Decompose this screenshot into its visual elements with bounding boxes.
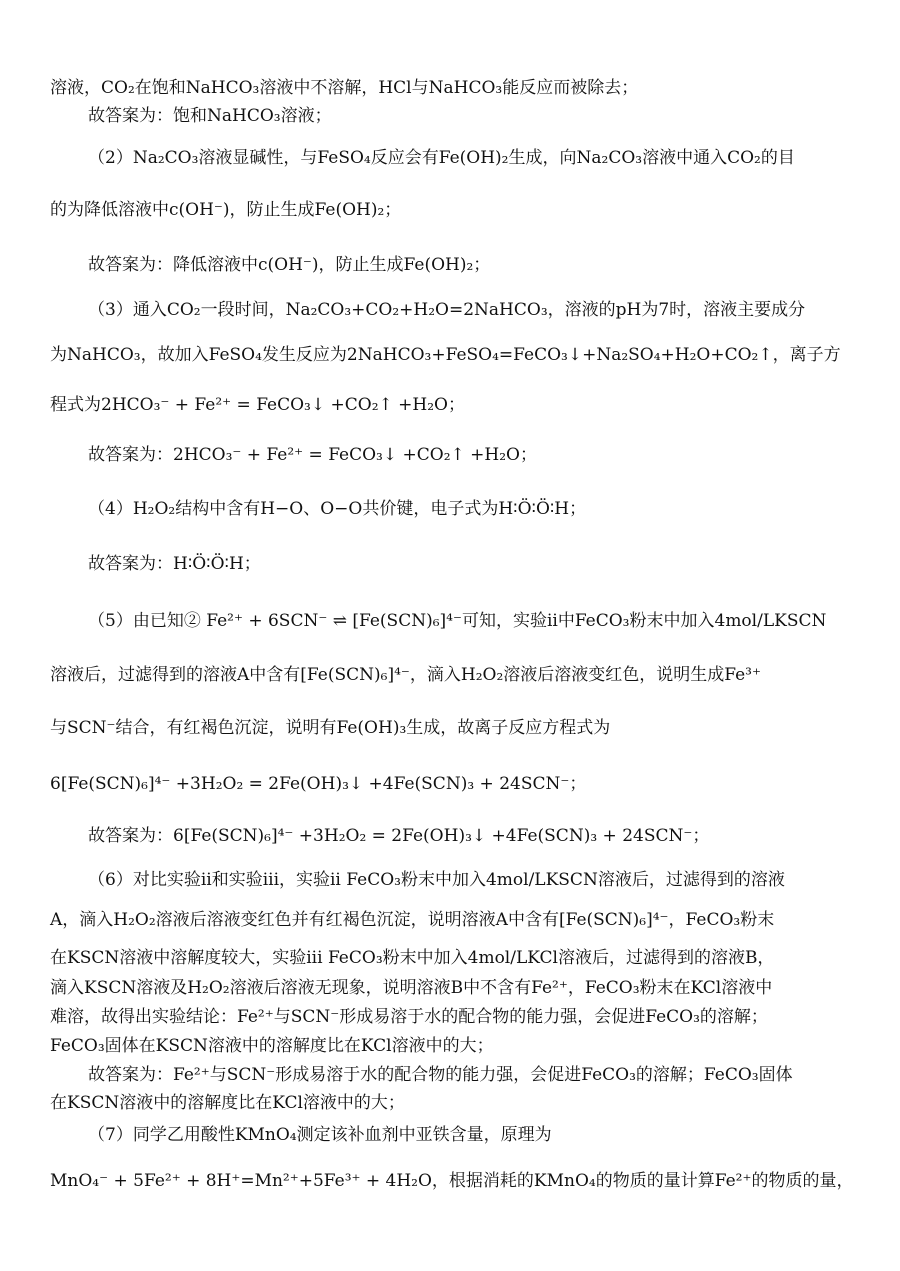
text-line bbox=[0, 546, 900, 582]
line-text: 程式为2HCO₃⁻ + Fe²⁺ = FeCO₃↓ +CO₂↑ +H₂O； bbox=[50, 395, 465, 415]
text-line bbox=[0, 292, 900, 328]
text-line bbox=[0, 710, 900, 746]
text-line bbox=[0, 192, 900, 228]
line-text: 的为降低溶液中c(OH⁻)，防止生成Fe(OH)₂； bbox=[50, 200, 402, 220]
line-text: 故答案为：Fe²⁺与SCN⁻形成易溶于水的配合物的能力强，会促进FeCO₃的溶解；FeCO₃固体 bbox=[88, 1065, 793, 1085]
line-text: MnO₄⁻ + 5Fe²⁺ + 8H⁺=Mn²⁺+5Fe³⁺ + 4H₂O，根据消耗的KMnO₄的物质的量计算Fe²⁺的物质的量， bbox=[50, 1171, 854, 1191]
line-text: 故答案为：H∶Ö∶Ö∶H； bbox=[88, 554, 261, 574]
line-text: 6[Fe(SCN)₆]⁴⁻ +3H₂O₂ = 2Fe(OH)₃↓ +4Fe(SCN)₃ + 24SCN⁻； bbox=[50, 774, 587, 794]
text-line bbox=[0, 818, 900, 854]
line-text: 故答案为：2HCO₃⁻ + Fe²⁺ = FeCO₃↓ +CO₂↑ +H₂O； bbox=[88, 445, 537, 465]
line-text: 滴入KSCN溶液及H₂O₂溶液后溶液无现象，说明溶液B中不含有Fe²⁺，FeCO₃粉末在KCl溶液中 bbox=[50, 978, 773, 998]
text-line bbox=[0, 766, 900, 802]
text-line bbox=[0, 437, 900, 473]
text-line bbox=[0, 491, 900, 527]
text-line bbox=[0, 387, 900, 423]
text-line bbox=[0, 603, 900, 639]
line-text: （4）H₂O₂结构中含有H−O、O−O共价键，电子式为H∶Ö∶Ö∶H； bbox=[88, 499, 587, 519]
line-text: 故答案为：6[Fe(SCN)₆]⁴⁻ +3H₂O₂ = 2Fe(OH)₃↓ +4Fe(SCN)₃ + 24SCN⁻； bbox=[88, 826, 710, 846]
line-text: A，滴入H₂O₂溶液后溶液变红色并有红褐色沉淀，说明溶液A中含有[Fe(SCN)₆]⁴⁻，FeCO₃粉末 bbox=[50, 910, 775, 930]
line-text: 与SCN⁻结合，有红褐色沉淀，说明有Fe(OH)₃生成，故离子反应方程式为 bbox=[50, 718, 611, 738]
line-text: 为NaHCO₃，故加入FeSO₄发生反应为2NaHCO₃+FeSO₄=FeCO₃↓+Na₂SO₄+H₂O+CO₂↑，离子方 bbox=[50, 345, 841, 365]
line-text: 在KSCN溶液中的溶解度比在KCl溶液中的大； bbox=[50, 1093, 405, 1113]
text-line bbox=[0, 247, 900, 283]
text-line bbox=[0, 140, 900, 176]
line-text: （3）通入CO₂一段时间，Na₂CO₃+CO₂+H₂O=2NaHCO₃，溶液的pH为7时，溶液主要成分 bbox=[88, 300, 806, 320]
line-text: 溶液，CO₂在饱和NaHCO₃溶液中不溶解，HCl与NaHCO₃能反应而被除去； bbox=[50, 78, 639, 98]
line-text: 故答案为：降低溶液中c(OH⁻)，防止生成Fe(OH)₂； bbox=[88, 255, 491, 275]
line-text: 溶液后，过滤得到的溶液A中含有[Fe(SCN)₆]⁴⁻，滴入H₂O₂溶液后溶液变红色，说明生成Fe³⁺ bbox=[50, 665, 761, 685]
line-text: （7）同学乙用酸性KMnO₄测定该补血剂中亚铁含量，原理为 bbox=[88, 1125, 552, 1145]
line-text: 难溶，故得出实验结论：Fe²⁺与SCN⁻形成易溶于水的配合物的能力强，会促进FeCO₃的溶解； bbox=[50, 1007, 768, 1027]
line-text: 故答案为：饱和NaHCO₃溶液； bbox=[88, 106, 332, 126]
line-text: FeCO₃固体在KSCN溶液中的溶解度比在KCl溶液中的大； bbox=[50, 1036, 494, 1056]
line-text: 在KSCN溶液中溶解度较大，实验iii FeCO₃粉末中加入4mol/LKCl溶液后，过滤得到的溶液B， bbox=[50, 948, 775, 968]
text-line bbox=[0, 1117, 900, 1153]
text-line bbox=[0, 98, 900, 134]
line-text: （2）Na₂CO₃溶液显碱性，与FeSO₄反应会有Fe(OH)₂生成，向Na₂CO₃溶液中通入CO₂的目 bbox=[88, 148, 795, 168]
text-line bbox=[0, 337, 900, 373]
text-line bbox=[0, 902, 900, 938]
text-line bbox=[0, 862, 900, 898]
text-line bbox=[0, 657, 900, 693]
line-text: （5）由已知② Fe²⁺ + 6SCN⁻ ⇌ [Fe(SCN)₆]⁴⁻可知，实验ii中FeCO₃粉末中加入4mol/LKSCN bbox=[88, 611, 827, 631]
text-line bbox=[0, 1085, 900, 1121]
line-text: （6）对比实验ii和实验iii，实验ii FeCO₃粉末中加入4mol/LKSCN溶液后，过滤得到的溶液 bbox=[88, 870, 785, 890]
text-line bbox=[0, 1163, 900, 1199]
